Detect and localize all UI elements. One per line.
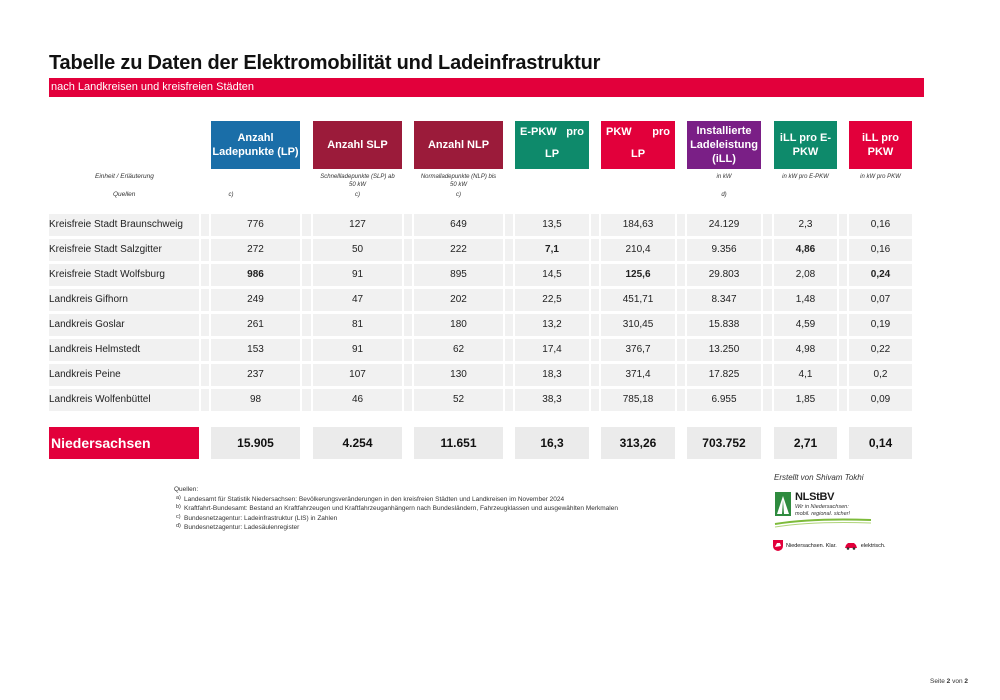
table-cell: 50: [351, 244, 364, 255]
row-separator: [404, 264, 412, 286]
unit-slp: Schnellladepunkte (SLP) ab 50 kW: [320, 174, 395, 188]
table-cell: 210,4: [625, 244, 651, 255]
row-name: Kreisfreie Stadt Braunschweig: [49, 219, 183, 230]
table-cell: 13,2: [542, 319, 562, 330]
table-cell: 451,71: [622, 294, 654, 305]
table-cell: 13.250: [708, 344, 740, 355]
row-separator: [505, 314, 513, 336]
table-cell: 125,6: [625, 269, 651, 280]
table-cell: 91: [351, 269, 364, 280]
row-separator: [677, 239, 685, 261]
table-cell: 0,09: [870, 394, 891, 405]
source-lp: c): [228, 192, 234, 198]
header-anzahl-nlp: Anzahl NLP: [414, 121, 503, 169]
table-cell: 0,07: [870, 294, 891, 305]
table-cell: 29.803: [708, 269, 740, 280]
table-cell: 249: [247, 294, 264, 305]
row-name: Landkreis Gifhorn: [49, 294, 128, 305]
logo-title: NLStBV: [795, 491, 835, 503]
row-separator: [677, 214, 685, 236]
row-separator: [302, 264, 311, 286]
row-separator: [677, 339, 685, 361]
row-separator: [201, 364, 209, 386]
table-cell: 180: [450, 319, 467, 330]
row-separator: [302, 389, 311, 411]
table-cell: 2,3: [798, 219, 813, 230]
table-cell: 237: [247, 369, 264, 380]
row-separator: [302, 214, 311, 236]
table-cell: 261: [247, 319, 264, 330]
table-cell: 7,1: [545, 244, 559, 255]
row-separator: [505, 264, 513, 286]
unit-ill-pkw: in kW pro PKW: [860, 174, 901, 180]
source-item-c: c) Bundesnetzagentur: Ladeinfrastruktur (LIS) in Zahlen: [176, 513, 338, 522]
total-cell: 0,14: [849, 427, 912, 459]
row-separator: [404, 339, 412, 361]
table-cell: 649: [450, 219, 467, 230]
row-separator: [591, 264, 599, 286]
table-cell: 14,5: [542, 269, 562, 280]
table-cell: 13,5: [542, 219, 562, 230]
table-cell: 18,3: [542, 369, 562, 380]
table-cell: 9.356: [711, 244, 737, 255]
row-separator: [839, 364, 847, 386]
table-cell: 184,63: [622, 219, 654, 230]
table-cell: 2,08: [795, 269, 816, 280]
row-separator: [591, 314, 599, 336]
coat-of-arms-icon: [773, 540, 783, 551]
table-cell: 38,3: [542, 394, 562, 405]
row-separator: [763, 364, 772, 386]
row-separator: [404, 239, 412, 261]
source-item-b: b) Kraftfahrt-Bundesamt: Bestand an Kraftfahrzeugen und Kraftfahrzeuganhängern nach Bundesländern, Fahrzeugklassen und ausgewählten Merkmalen: [176, 504, 618, 512]
total-cell: 16,3: [515, 427, 589, 459]
row-name: Kreisfreie Stadt Salzgitter: [49, 244, 162, 255]
table-cell: 24.129: [708, 219, 740, 230]
header-ill-pro-pkw: iLL pro PKW: [849, 121, 912, 169]
row-separator: [763, 264, 772, 286]
total-row-name: Niedersachsen: [49, 427, 199, 459]
row-separator: [201, 389, 209, 411]
row-separator: [677, 314, 685, 336]
table-cell: 0,16: [870, 219, 891, 230]
row-separator: [201, 289, 209, 311]
row-separator: [839, 264, 847, 286]
row-separator: [677, 364, 685, 386]
niedersachsen-logo: Niedersachsen. Klar. elektrisch.: [773, 540, 886, 551]
table-cell: 153: [247, 344, 264, 355]
row-separator: [763, 289, 772, 311]
table-cell: 47: [351, 294, 364, 305]
row-separator: [839, 389, 847, 411]
sources-label: Quellen: [113, 191, 136, 198]
table-cell: 895: [450, 269, 467, 280]
row-separator: [302, 314, 311, 336]
table-cell: 272: [247, 244, 264, 255]
table-cell: 0,19: [870, 319, 891, 330]
unit-ill: in kW: [716, 174, 732, 180]
row-name: Kreisfreie Stadt Wolfsburg: [49, 269, 165, 280]
row-separator: [404, 314, 412, 336]
table-cell: 17,4: [542, 344, 562, 355]
table-cell: 785,18: [622, 394, 654, 405]
row-separator: [677, 264, 685, 286]
row-separator: [839, 314, 847, 336]
table-cell: 0,22: [870, 344, 891, 355]
row-separator: [505, 339, 513, 361]
row-separator: [201, 314, 209, 336]
table-cell: 202: [450, 294, 467, 305]
row-name: Landkreis Goslar: [49, 319, 125, 330]
row-separator: [302, 289, 311, 311]
row-separator: [201, 214, 209, 236]
row-separator: [404, 289, 412, 311]
source-item-a: a) Landesamt für Statistik Niedersachsen: Bevölkerungsveränderungen in den kreisfreien Städten und Landkreisen im November 2024: [176, 494, 565, 503]
subtitle-banner: nach Landkreisen und kreisfreien Städten: [49, 78, 924, 97]
sources-block: [174, 485, 618, 533]
row-separator: [505, 364, 513, 386]
row-separator: [302, 339, 311, 361]
table-cell: 1,85: [795, 394, 816, 405]
total-cell: 4.254: [313, 427, 402, 459]
table-cell: 52: [452, 394, 465, 405]
row-separator: [505, 389, 513, 411]
header-pkw-pro-lp: PKW pro LP: [601, 121, 675, 169]
total-cell: 11.651: [414, 427, 503, 459]
table-cell: 0,16: [870, 244, 891, 255]
table-cell: 15.838: [708, 319, 740, 330]
table-cell: 4,59: [795, 319, 816, 330]
table-cell: 91: [351, 344, 364, 355]
header-ill: Installierte Ladeleistung (iLL): [687, 121, 761, 169]
header-anzahl-lp: Anzahl Ladepunkte (LP): [211, 121, 300, 169]
sources-heading: Quellen:: [174, 486, 199, 493]
table-cell: 4,86: [795, 244, 816, 255]
row-separator: [505, 214, 513, 236]
row-name: Landkreis Wolfenbüttel: [49, 394, 151, 405]
logo-subtitle: Wir in Niedersachsen: mobil. regional. sicher!: [795, 504, 851, 517]
row-separator: [302, 364, 311, 386]
page-title: Tabelle zu Daten der Elektromobilität und Ladeinfrastruktur: [49, 52, 601, 74]
table-cell: 6.955: [711, 394, 737, 405]
row-separator: [505, 289, 513, 311]
total-cell: 313,26: [601, 427, 675, 459]
table-cell: 127: [349, 219, 366, 230]
header-epkw-pro-lp: E-PKW pro LP: [515, 121, 589, 169]
row-separator: [763, 389, 772, 411]
row-separator: [839, 214, 847, 236]
row-separator: [404, 364, 412, 386]
row-separator: [763, 239, 772, 261]
row-separator: [591, 214, 599, 236]
header-ill-pro-epkw: iLL pro E-PKW: [774, 121, 837, 169]
row-separator: [302, 239, 311, 261]
row-separator: [201, 339, 209, 361]
row-separator: [404, 214, 412, 236]
table-cell: 4,98: [795, 344, 816, 355]
table-cell: 376,7: [625, 344, 651, 355]
table-cell: 0,24: [870, 269, 891, 280]
total-cell: 2,71: [774, 427, 837, 459]
unit-ill-epkw: in kW pro E-PKW: [782, 174, 829, 180]
row-separator: [591, 289, 599, 311]
unit-nlp: Normalladepunkte (NLP) bis 50 kW: [420, 174, 497, 188]
table-cell: 310,45: [622, 319, 654, 330]
row-separator: [763, 314, 772, 336]
row-separator: [763, 214, 772, 236]
unit-label: Einheit / Erläuterung: [95, 173, 154, 180]
table-cell: 986: [247, 269, 264, 280]
row-separator: [591, 239, 599, 261]
total-cell: 703.752: [687, 427, 761, 459]
source-item-d: d) Bundesnetzagentur: Ladesäulenregister: [176, 523, 300, 531]
source-slp: c): [355, 192, 360, 198]
table-cell: 17.825: [708, 369, 740, 380]
source-nlp: c): [456, 192, 461, 198]
table-cell: 46: [351, 394, 364, 405]
total-cell: 15.905: [211, 427, 300, 459]
row-separator: [839, 239, 847, 261]
header-anzahl-slp: Anzahl SLP: [313, 121, 402, 169]
table-cell: 8.347: [711, 294, 737, 305]
table-cell: 107: [349, 369, 366, 380]
row-name: Landkreis Helmstedt: [49, 344, 141, 355]
row-separator: [201, 264, 209, 286]
row-separator: [591, 364, 599, 386]
table-cell: 371,4: [625, 369, 651, 380]
row-separator: [591, 389, 599, 411]
table-cell: 98: [249, 394, 262, 405]
row-separator: [591, 339, 599, 361]
table-cell: 776: [247, 219, 264, 230]
source-ill: d): [721, 192, 727, 198]
row-separator: [839, 289, 847, 311]
car-icon: [844, 542, 858, 550]
table-cell: 22,5: [542, 294, 562, 305]
table-cell: 1,48: [795, 294, 816, 305]
row-name: Landkreis Peine: [49, 369, 121, 380]
row-separator: [404, 389, 412, 411]
table-cell: 62: [452, 344, 465, 355]
table-cell: 81: [351, 319, 364, 330]
table-cell: 0,2: [873, 369, 888, 380]
row-separator: [677, 289, 685, 311]
row-separator: [201, 239, 209, 261]
creator-note: Erstellt von Shivam Tokhi: [774, 473, 864, 482]
page-number: Seite 2 von 2: [930, 678, 968, 685]
table-cell: 4,1: [798, 369, 813, 380]
row-separator: [677, 389, 685, 411]
row-separator: [763, 339, 772, 361]
row-separator: [505, 239, 513, 261]
table-cell: 222: [450, 244, 467, 255]
table-cell: 130: [450, 369, 467, 380]
row-separator: [839, 339, 847, 361]
